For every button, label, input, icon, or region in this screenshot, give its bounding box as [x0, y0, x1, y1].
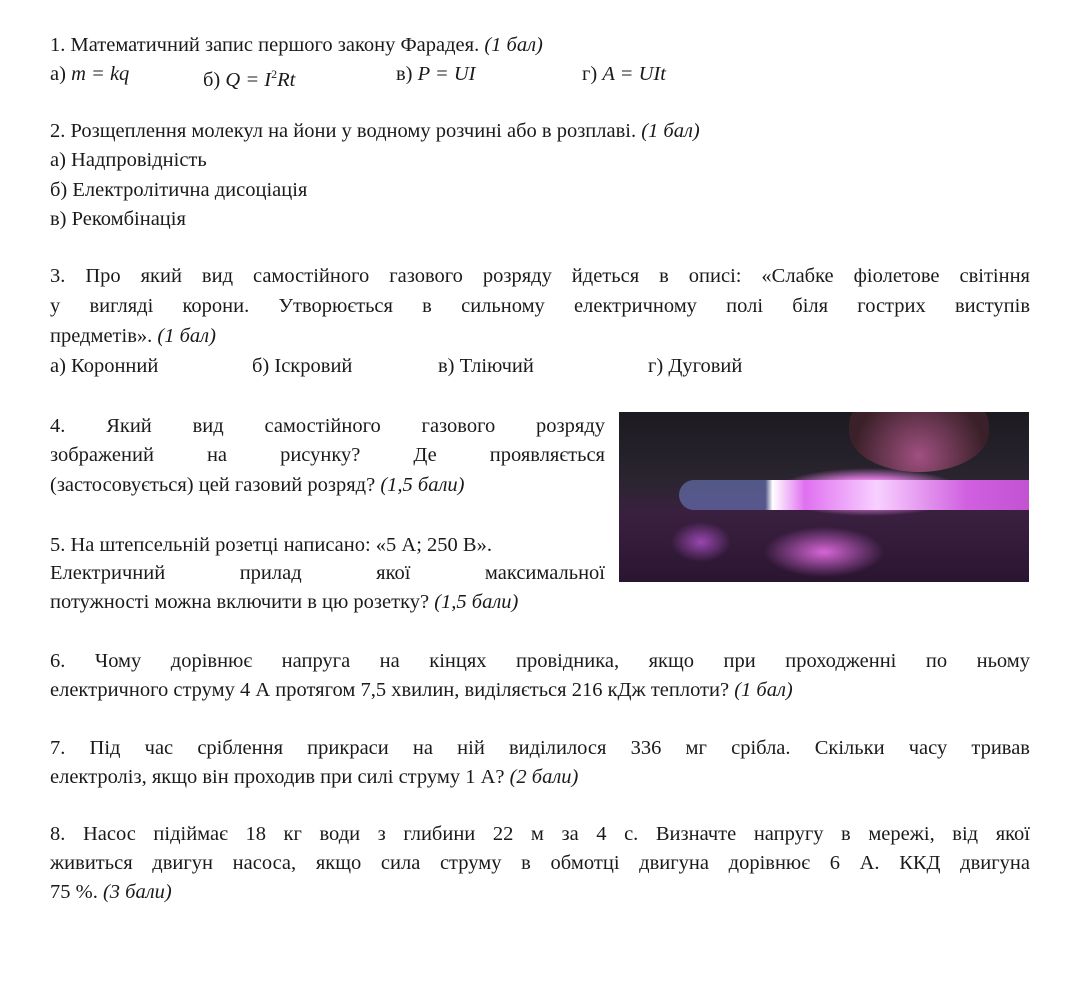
question-3-line: предметів». (1 бал): [50, 325, 216, 347]
question-3-line: у вигляді корони. Утворюється в сильному електричному полі біля гострих виступів: [50, 295, 1030, 317]
points: (1 бал): [484, 34, 543, 56]
option-a: а) Надпровідність: [50, 149, 207, 171]
question-3-line: 3. Про який вид самостійного газового розряду йдеться в описі: «Слабке фіолетове світіння: [50, 265, 1030, 287]
points: (1 бал): [641, 120, 700, 142]
question-8-line: 8. Насос підіймає 18 кг води з глибини 22 м за 4 с. Визначте напругу в мережі, від якої: [50, 823, 1030, 845]
question-5-line: Електричний прилад якої максимальної: [50, 562, 605, 584]
question-4-line: (застосовується) цей газовий розряд? (1,5 бали): [50, 474, 465, 496]
option-a: а) m = kq: [50, 63, 130, 85]
question-text: 1. Математичний запис першого закону Фарадея.: [50, 34, 480, 56]
question-1: [50, 33, 543, 57]
hand-image: [849, 412, 989, 472]
question-4-line: 4. Який вид самостійного газового розряду: [50, 415, 605, 437]
option-d: г) A = UIt: [582, 63, 666, 85]
option-d: г) Дуговий: [648, 355, 743, 377]
option-b: б) Іскровий: [252, 355, 353, 377]
question-1-options: [50, 62, 750, 91]
gas-discharge-photo: [619, 412, 1029, 582]
question-3-options: [50, 354, 950, 378]
points: (1,5 бали): [434, 591, 519, 613]
question-6-line: 6. Чому дорівнює напруга на кінцях провідника, якщо при проходженні по ньому: [50, 650, 1030, 672]
question-5-line: потужності можна включити в цю розетку? (1,5 бали): [50, 591, 519, 613]
question-8-line: 75 %. (3 бали): [50, 881, 172, 903]
question-7-line: електроліз, якщо він проходив при силі струму 1 А? (2 бали): [50, 766, 579, 788]
question-5-line: 5. На штепсельній розетці написано: «5 А; 250 В».: [50, 534, 492, 556]
question-2: 2. Розщеплення молекул на йони у водному розчині або в розплаві. (1 бал): [50, 120, 700, 142]
option-b: б) $Q = I^2Rt$: [203, 67, 296, 91]
question-4-line: зображений на рисунку? Де проявляється: [50, 444, 605, 466]
option-c: в) P = UI: [396, 63, 476, 85]
option-c: в) Рекомбінація: [50, 208, 186, 230]
points: (1 бал): [734, 679, 793, 701]
question-8-line: живиться двигун насоса, якщо сила струму в обмотці двигуна дорівнює 6 А. ККД двигуна: [50, 852, 1030, 874]
option-c: в) Тліючий: [438, 355, 534, 377]
points: (1,5 бали): [380, 474, 465, 496]
option-a: а) Коронний: [50, 355, 159, 377]
option-b: б) Електролітична дисоціація: [50, 179, 308, 201]
glowing-tube-image: [679, 480, 1029, 510]
question-7-line: 7. Під час сріблення прикраси на ній виділилося 336 мг срібла. Скільки часу тривав: [50, 737, 1030, 759]
points: (3 бали): [102, 881, 172, 903]
question-6-line: електричного струму 4 А протягом 7,5 хвилин, виділяється 216 кДж теплоти? (1 бал): [50, 679, 793, 701]
points: (1 бал): [157, 325, 216, 347]
points: (2 бали): [509, 766, 579, 788]
